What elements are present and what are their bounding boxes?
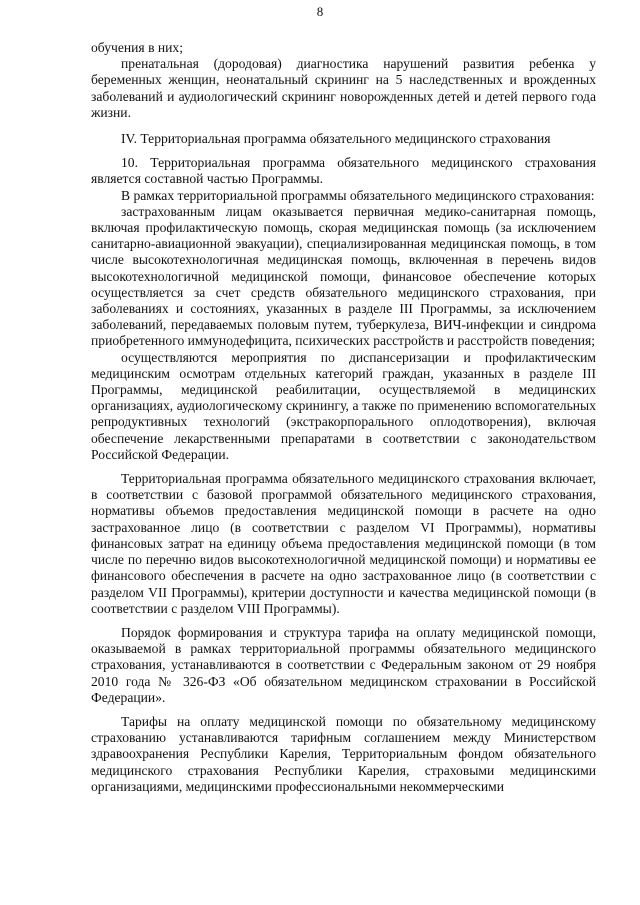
page-number: 8 — [316, 4, 324, 19]
paragraph-program-includes: Территориальная программа обязательного медицинского страхования включает, в соответствии с базовой программой обязательного медицинского страхования, нормативы объемов предоставления медицинской помощи в расчете на одно застрахованное лицо (в соответствии с разделом VI Программы), нормативы финансовых затрат на единицу объема предоставления медицинской помощи (в том числе по перечню видов высокотехнологичной медицинской помощи) и нормативы ее финансового обеспечения в расчете на одно застрахованное лицо (в соответствии с разделом VII Программы), критерии доступности и качества медицинской помощи (в соответствии с разделом VIII Программы). — [91, 471, 596, 616]
paragraph-within-program: В рамках территориальной программы обязательного медицинского страхования: — [121, 187, 595, 203]
paragraph-education: обучения в них; — [91, 40, 184, 55]
paragraph-tariffs: Тарифы на оплату медицинской помощи по обязательному медицинскому страхованию устанавливаются тарифным соглашением между Министерством здравоохранения Республики Карелия, Территориальным фондом обязательного медицинского страхования Республики Карелия, страховыми медицинскими организациями, медицинскими профессиональными некоммерческими — [91, 713, 596, 794]
paragraph-item-10: 10. Территориальная программа обязательного медицинского страхования является составной частью Программы. — [91, 155, 596, 187]
paragraph-dispensary: осуществляются мероприятия по диспансеризации и профилактическим медицинским осмотрам отдельных категорий граждан, указанных в разделе III Программы, медицинской реабилитации, осуществляемой в медицинских организациях, аудиологическому скринингу, а также по применению вспомогательных репродуктивных технологий (экстракорпорального оплодотворения), включая обеспечение лекарственными препаратами в соответствии с законодательством Российской Федерации. — [91, 349, 596, 462]
paragraph-insured-persons: застрахованным лицам оказывается первичная медико-санитарная помощь, включая профилактическую помощь, скорая медицинская помощь (за исключением санитарно-авиационной эвакуации), специализированная медицинская помощь, в том числе высокотехнологичная медицинская помощь, включенная в перечень видов высокотехнологичной медицинской помощи, финансовое обеспечение которых осуществляется за счет средств обязательного медицинского страхования, при заболеваниях и состояниях, указанных в разделе III Программы, за исключением заболеваний, передаваемых половым путем, туберкулеза, ВИЧ-инфекции и синдрома приобретенного иммунодефицита, психических расстройств и расстройств поведения; — [91, 203, 596, 349]
document-body — [91, 40, 596, 795]
paragraph-tariff-structure: Порядок формирования и структура тарифа на оплату медицинской помощи, оказываемой в рамках территориальной программы обязательного медицинского страхования, устанавливаются в соответствии с Федеральным законом от 29 ноября 2010 года № 326-ФЗ «Об обязательном медицинском страховании в Российской Федерации». — [91, 624, 596, 705]
section-heading: IV. Территориальная программа обязательного медицинского страхования — [121, 131, 551, 147]
paragraph-prenatal-diagnostics: пренатальная (дородовая) диагностика нарушений развития ребенка у беременных женщин, неонатальный скрининг на 5 наследственных и врожденных заболеваний и аудиологический скрининг новорожденных детей и детей первого года жизни. — [91, 56, 596, 120]
